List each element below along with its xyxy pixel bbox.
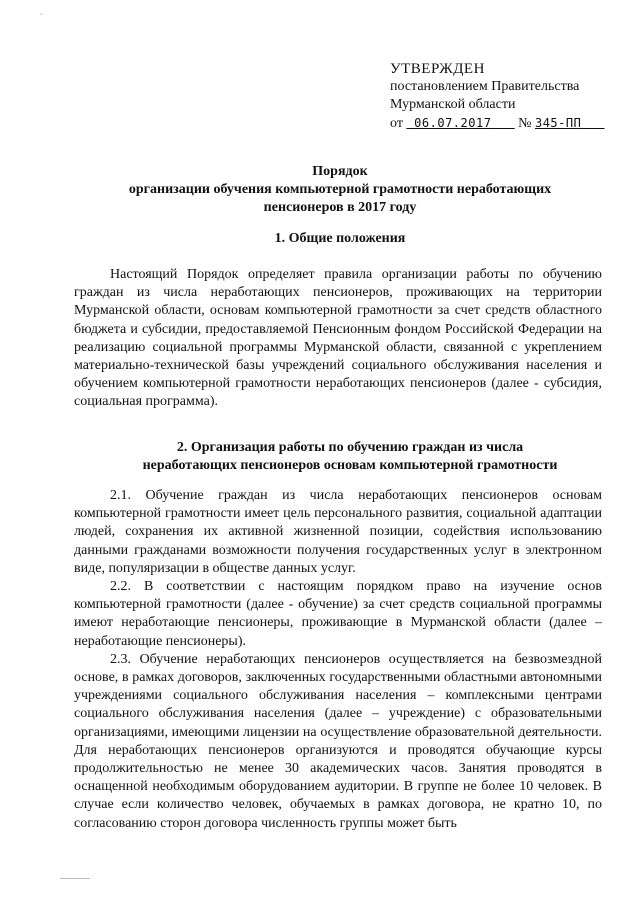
- paragraph-2-1: 2.1. Обучение граждан из числа неработающих пенсионеров основам компьютерной грамотности имеет цель персонального развития, социальной адаптации людей, сохранения их активной жизненной позиции, содействия использованию данными гражданами возможности получения государственных услуг в электронном виде, популяризации в обществе данных услуг.: [74, 488, 602, 576]
- document-title: [60, 163, 620, 217]
- scan-mark: ˇ: [40, 12, 43, 21]
- from-label: от: [390, 116, 403, 131]
- section-2-heading-line-1: 2. Организация работы по обучению граждан из числа: [176, 440, 524, 455]
- approved-heading: УТВЕРЖДЕН: [390, 61, 485, 77]
- section-2-heading-line-2: неработающих пенсионеров основам компьютерной грамотности: [142, 458, 558, 473]
- section-1-body: [74, 266, 602, 412]
- section-2-heading: [60, 439, 640, 475]
- number-label: №: [518, 116, 532, 131]
- title-line-1: Порядок: [312, 164, 368, 179]
- approval-block: [390, 60, 625, 133]
- approval-date: 06.07.2017: [414, 116, 492, 130]
- approved-by: постановлением Правительства: [390, 79, 580, 94]
- title-line-2: организации обучения компьютерной грамотности неработающих: [128, 182, 552, 197]
- approval-date-number: [390, 114, 625, 133]
- approval-number: 345-ПП: [534, 116, 582, 130]
- approved-region: Мурманской области: [390, 97, 516, 112]
- section-1-heading: 1. Общие положения: [274, 231, 406, 246]
- paragraph-2-3: 2.3. Обучение неработающих пенсионеров осуществляется на безвозмездной основе, в рамках договоров, заключенных государственными областными автономными учреждениями социального обслуживания населения – комплексными центрами социального обслуживания населения (далее – учреждение) с образовательными организациями, имеющими лицензии на осуществление образовательной деятельности. Для неработающих пенсионеров организуются и проводятся обучающие курсы продолжительностью не менее 30 академических часов. Занятия проводятся в оснащенной необходимым оборудованием аудитории. В группе не более 10 человек. В случае если количество человек, обучаемых в рамках договора, не кратно 10, по согласованию сторон договора численность группы может быть: [74, 651, 602, 831]
- scan-footer-line: [60, 878, 90, 879]
- section-2-body: [74, 487, 602, 833]
- paragraph-2-2: 2.2. В соответствии с настоящим порядком право на изучение основ компьютерной грамотности (далее - обучение) за счет средств социальной программы имеют неработающие пенсионеры, проживающие в Мурманской области (далее – неработающие пенсионеры).: [74, 579, 602, 649]
- title-line-3: пенсионеров в 2017 году: [263, 200, 417, 215]
- section-1-paragraph: Настоящий Порядок определяет правила организации работы по обучению граждан из числа неработающих пенсионеров, проживающих на территории Мурманской области, основам компьютерной грамотности за счет средств областного бюджета и субсидии, предоставляемой Пенсионным фондом Российской Федерации на реализацию социальной программы Мурманской области, связанной с укреплением материально-технической базы учреждений социального обслуживания населения и обучением компьютерной грамотности неработающих пенсионеров (далее - субсидия, социальная программа).: [74, 267, 602, 410]
